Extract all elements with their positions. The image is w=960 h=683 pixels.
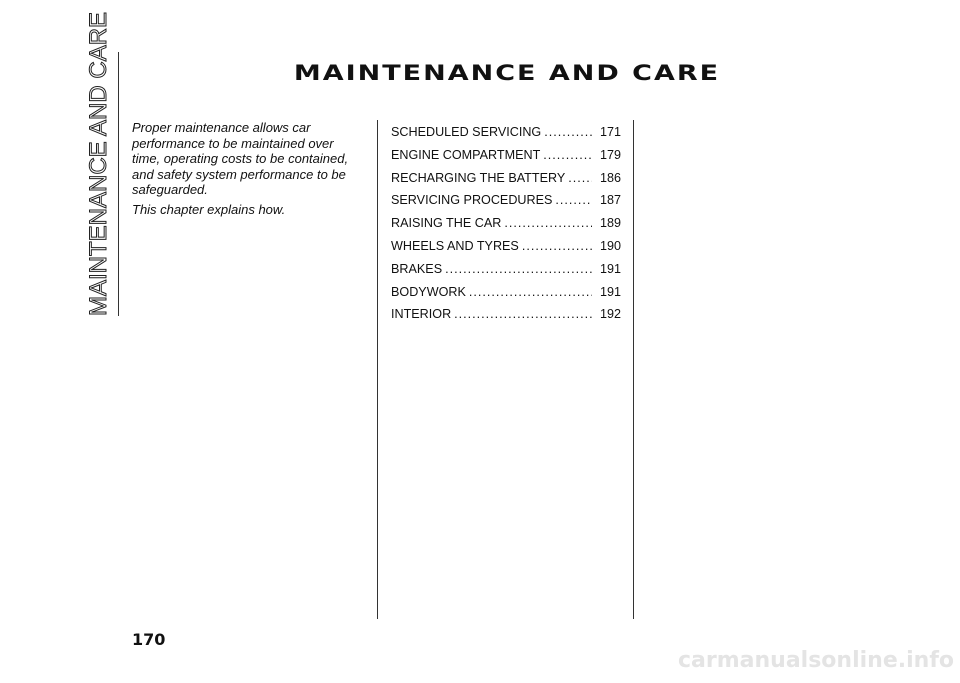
chapter-title: MAINTENANCE AND CARE: [293, 61, 721, 86]
toc-entry-page: 190: [599, 238, 621, 253]
toc-entry-label: SERVICING PROCEDURES: [391, 193, 553, 208]
page-number: 170: [132, 630, 166, 649]
toc-entry-page: 179: [599, 147, 621, 162]
toc-entry-recharging-the-battery[interactable]: [391, 167, 621, 190]
toc-entry-brakes[interactable]: [391, 258, 621, 281]
toc-entry-raising-the-car[interactable]: [391, 212, 621, 235]
toc-leader-dots: [568, 167, 592, 190]
column-divider-right: [633, 120, 634, 619]
toc-entry-page: 187: [599, 193, 621, 208]
side-chapter-tab-label: MAINTENANCE AND CARE: [85, 11, 112, 316]
side-tab-divider: [118, 52, 119, 316]
toc-entry-bodywork[interactable]: [391, 281, 621, 304]
toc-entry-page: 191: [599, 261, 621, 276]
toc-entry-label: INTERIOR: [391, 307, 452, 322]
toc-leader-dots: [445, 258, 592, 281]
toc-entry-page: 189: [599, 216, 621, 231]
toc-entry-label: RECHARGING THE BATTERY: [391, 170, 566, 185]
toc-leader-dots: [454, 303, 592, 326]
toc-entry-label: WHEELS AND TYRES: [391, 238, 519, 253]
toc-entry-label: ENGINE COMPARTMENT: [391, 147, 541, 162]
toc-entry-label: BODYWORK: [391, 284, 466, 299]
toc-leader-dots: [555, 189, 592, 212]
toc-leader-dots: [544, 121, 592, 144]
toc-entry-label: SCHEDULED SERVICING: [391, 125, 542, 139]
toc-leader-dots: [469, 281, 592, 304]
toc-entry-page: 191: [599, 284, 621, 299]
toc-entry-servicing-procedures[interactable]: [391, 189, 621, 212]
toc-entry-engine-compartment[interactable]: [391, 144, 621, 167]
toc-entry-wheels-and-tyres[interactable]: [391, 235, 621, 258]
intro-paragraph: Proper maintenance allows car performance to be maintained over time, operating costs to be contained, and safety system performance to be safeguarded.: [132, 120, 349, 197]
toc-leader-dots: [522, 235, 592, 258]
toc-entry-page: 171: [599, 125, 621, 139]
table-of-contents: [391, 121, 621, 326]
toc-entry-page: 186: [599, 170, 621, 185]
toc-entry-label: RAISING THE CAR: [391, 216, 502, 231]
toc-entry-label: BRAKES: [391, 261, 443, 276]
toc-leader-dots: [504, 212, 592, 235]
toc-entry-page: 192: [599, 307, 621, 322]
chapter-intro: [132, 120, 362, 217]
toc-entry-interior[interactable]: [391, 303, 621, 326]
side-chapter-tab: [80, 11, 118, 316]
toc-entry-scheduled-servicing[interactable]: [391, 121, 621, 144]
intro-paragraph: This chapter explains how.: [132, 201, 286, 217]
toc-leader-dots: [543, 144, 592, 167]
watermark: carmanualsonline.info: [678, 648, 954, 673]
column-divider-left: [377, 120, 378, 619]
